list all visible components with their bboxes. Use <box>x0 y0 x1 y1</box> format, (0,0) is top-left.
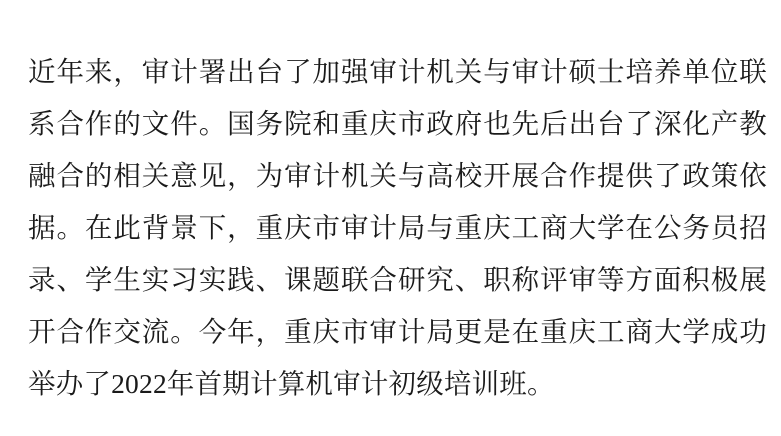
document-paragraph: 近年来，审计署出台了加强审计机关与审计硕士培养单位联系合作的文件。国务院和重庆市政府也先后出台了深化产教融合的相关意见，为审计机关与高校开展合作提供了政策依据。在此背景下，重庆市审计局与重庆工商大学在公务员招录、学生实习实践、课题联合研究、职称评审等方面积极展开合作交流。今年，重庆市审计局更是在重庆工商大学成功举办了2022年首期计算机审计初级培训班。 <box>28 55 767 399</box>
